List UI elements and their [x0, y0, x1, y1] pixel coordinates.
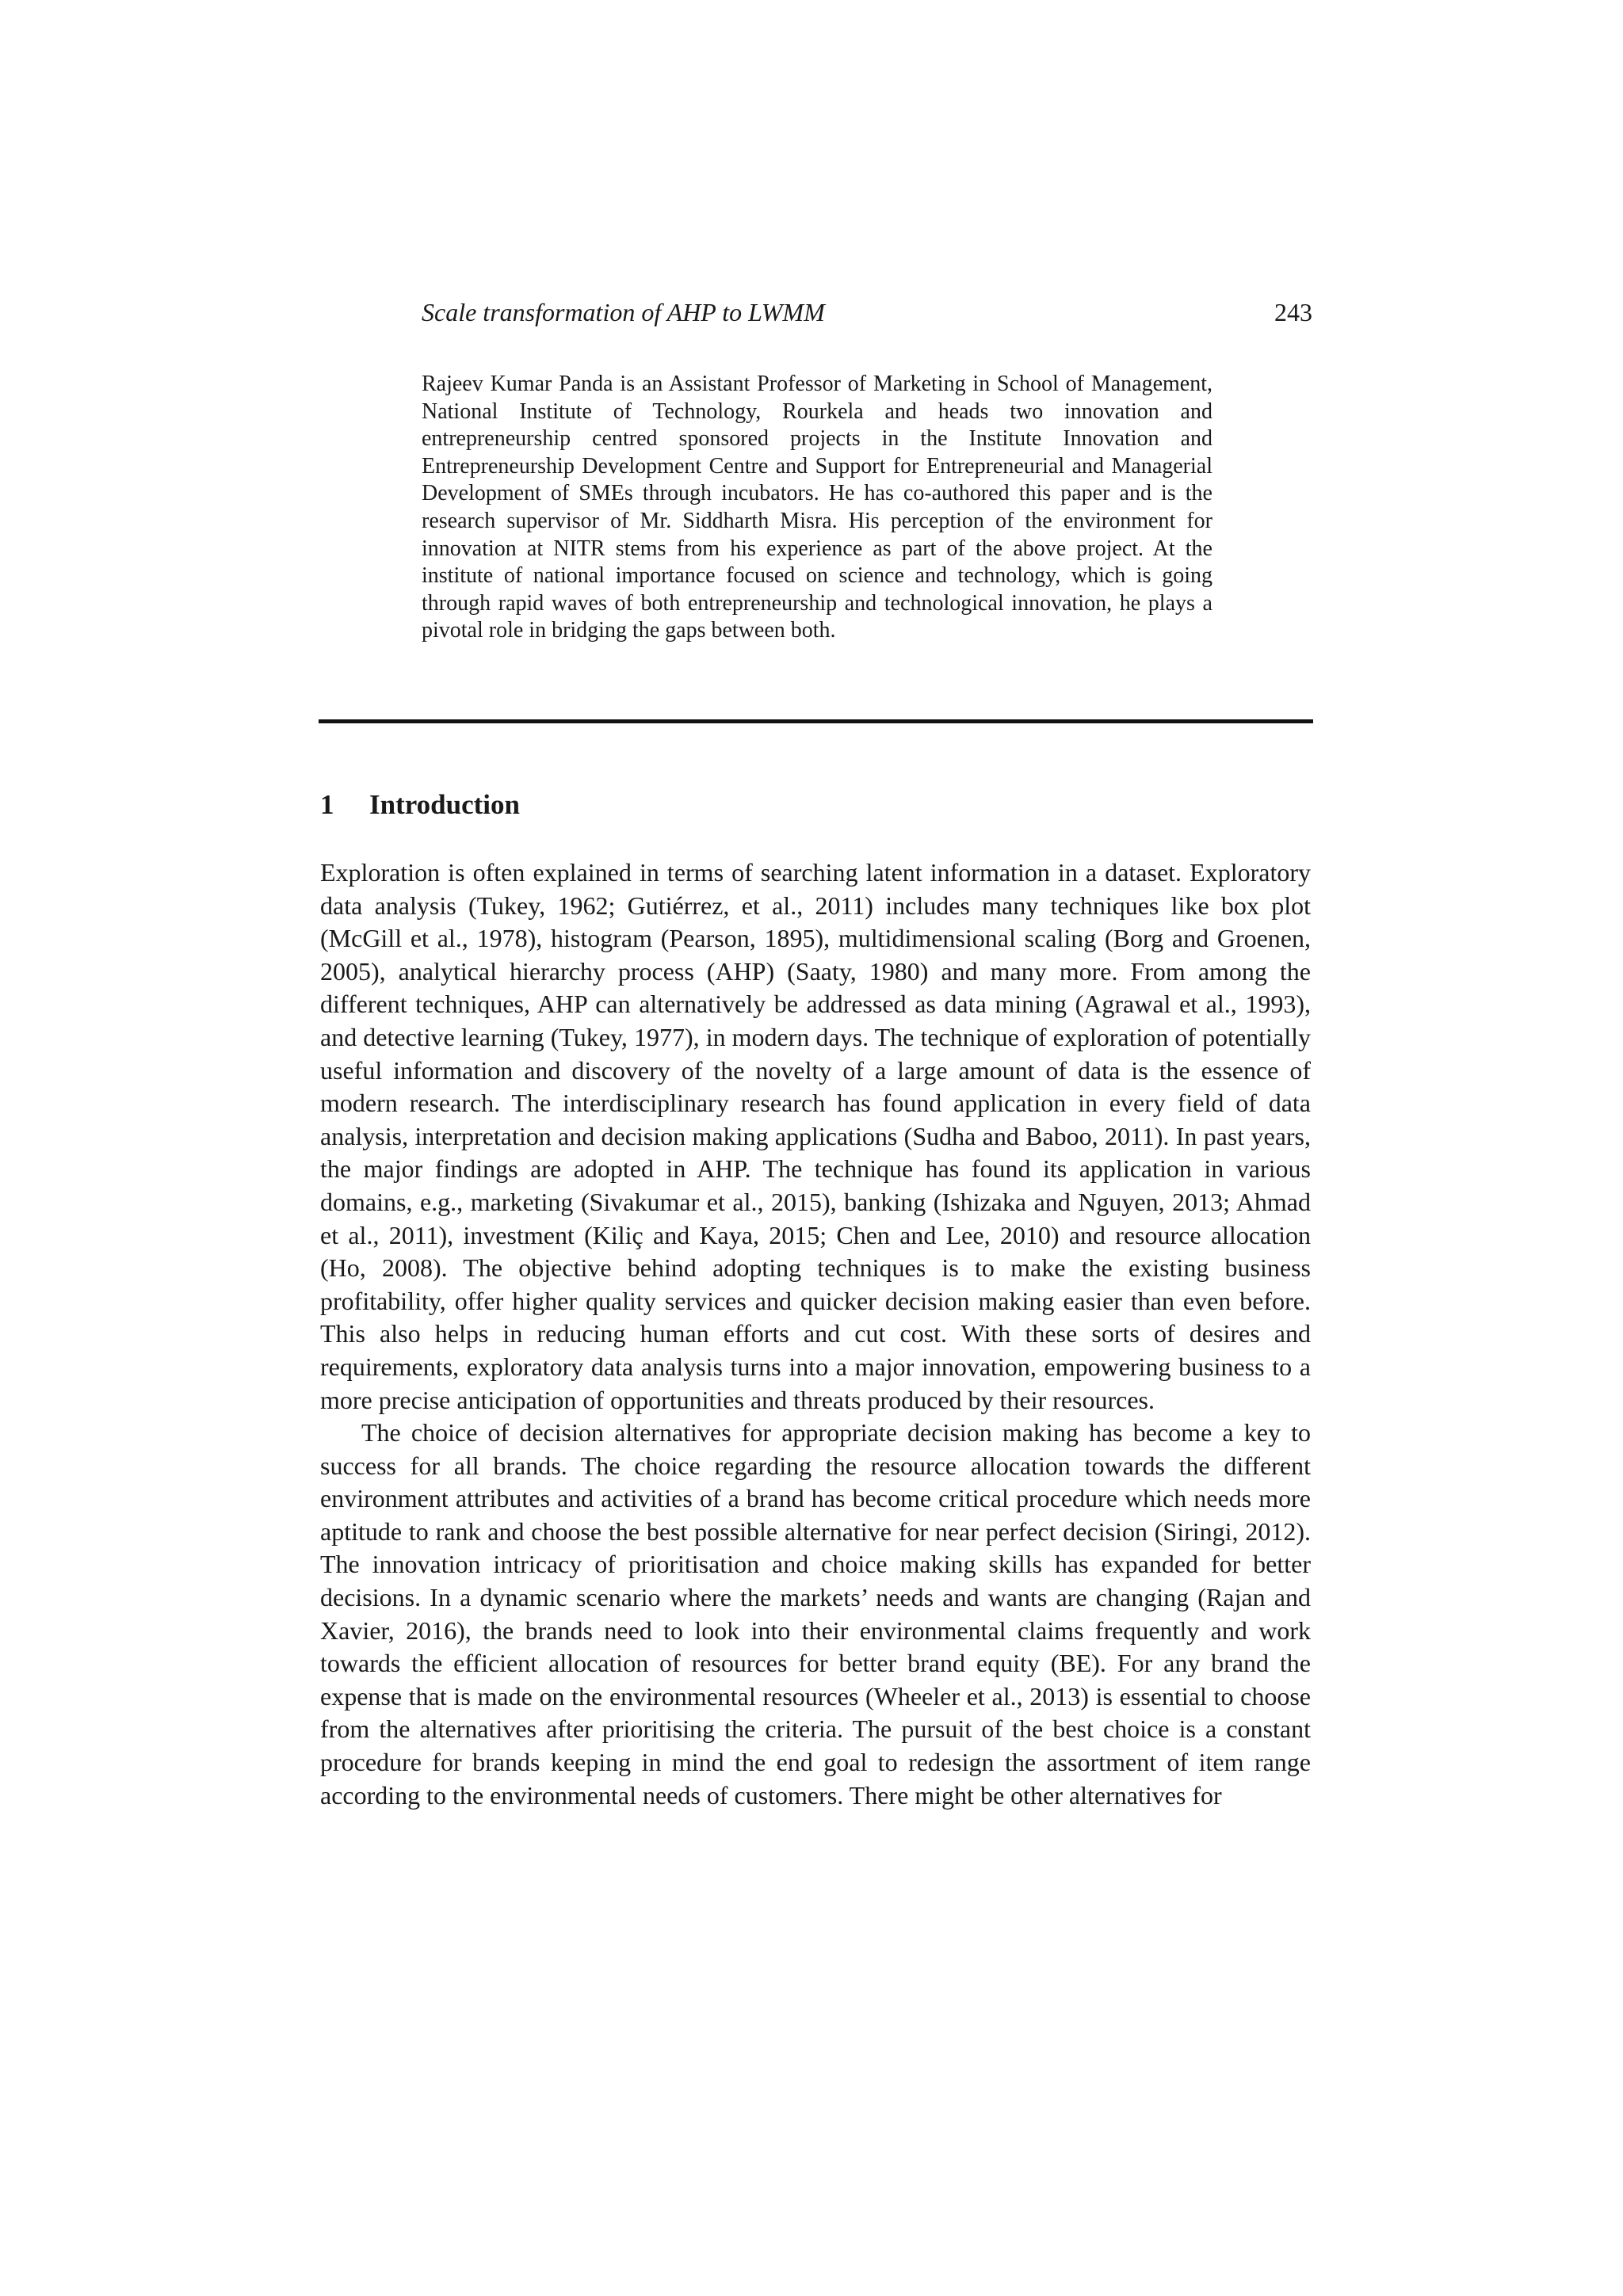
- body-paragraph: Exploration is often explained in terms of searching latent information in a dataset. Exploratory data analysis (Tukey, 1962; Gutiérrez, et al., 2011) includes many techniques like box plot (McGill et al., 1978), histogram (Pearson, 1895), multidimensional scaling (Borg and Groenen, 2005), analytical hierarchy process (AHP) (Saaty, 1980) and many more. From among the different techniques, AHP can alternatively be addressed as data mining (Agrawal et al., 1993), and detective learning (Tukey, 1977), in modern days. The technique of exploration of potentially useful information and discovery of the novelty of a large amount of data is the essence of modern research. The interdisciplinary research has found application in every field of data analysis, interpretation and decision making applications (Sudha and Baboo, 2011). In past years, the major findings are adopted in AHP. The technique has found its application in various domains, e.g., marketing (Sivakumar et al., 2015), banking (Ishizaka and Nguyen, 2013; Ahmad et al., 2011), investment (Kiliç and Kaya, 2015; Chen and Lee, 2010) and resource allocation (Ho, 2008). The objective behind adopting techniques is to make the existing business profitability, offer higher quality services and quicker decision making easier than even before. This also helps in reducing human efforts and cut cost. With these sorts of desires and requirements, exploratory data analysis turns into a major innovation, empowering business to a more precise anticipation of opportunities and threats produced by their resources.: [320, 858, 1311, 1414]
- section-title: Introduction: [369, 789, 520, 820]
- section-number: 1: [320, 789, 334, 820]
- body-text: [320, 856, 1311, 1812]
- author-bio: Rajeev Kumar Panda is an Assistant Professor of Marketing in School of Management, National Institute of Technology, Rourkela and heads two innovation and entrepreneurship centred sponsored projects in the Institute Innovation and Entrepreneurship Development Centre and Support for Entrepreneurial and Managerial Development of SMEs through incubators. He has co-authored this paper and is the research supervisor of Mr. Siddharth Misra. His perception of the environment for innovation at NITR stems from his experience as part of the above project. At the institute of national importance focused on science and technology, which is going through rapid waves of both entrepreneurship and technological innovation, he plays a pivotal role in bridging the gaps between both.: [422, 372, 1212, 643]
- section-divider: [319, 719, 1313, 723]
- running-header: [422, 293, 1312, 331]
- body-paragraph: The choice of decision alternatives for appropriate decision making has become a key to success for all brands. The choice regarding the resource allocation towards the different environment attributes and activities of a brand has become critical procedure which needs more aptitude to rank and choose the best possible alternative for near perfect decision (Siringi, 2012). The innovation intricacy of prioritisation and choice making skills has expanded for better decisions. In a dynamic scenario where the markets’ needs and wants are changing (Rajan and Xavier, 2016), the brands need to look into their environmental claims frequently and work towards the efficient allocation of resources for better brand equity (BE). For any brand the expense that is made on the environmental resources (Wheeler et al., 2013) is essential to choose from the alternatives after prioritising the criteria. The pursuit of the best choice is a constant procedure for brands keeping in mind the end goal to redesign the assortment of item range according to the environmental needs of customers. There might be other alternatives for: [320, 1418, 1311, 1810]
- page-number: 243: [1274, 298, 1312, 326]
- running-title: Scale transformation of AHP to LWMM: [422, 298, 825, 326]
- section-heading: [320, 786, 520, 824]
